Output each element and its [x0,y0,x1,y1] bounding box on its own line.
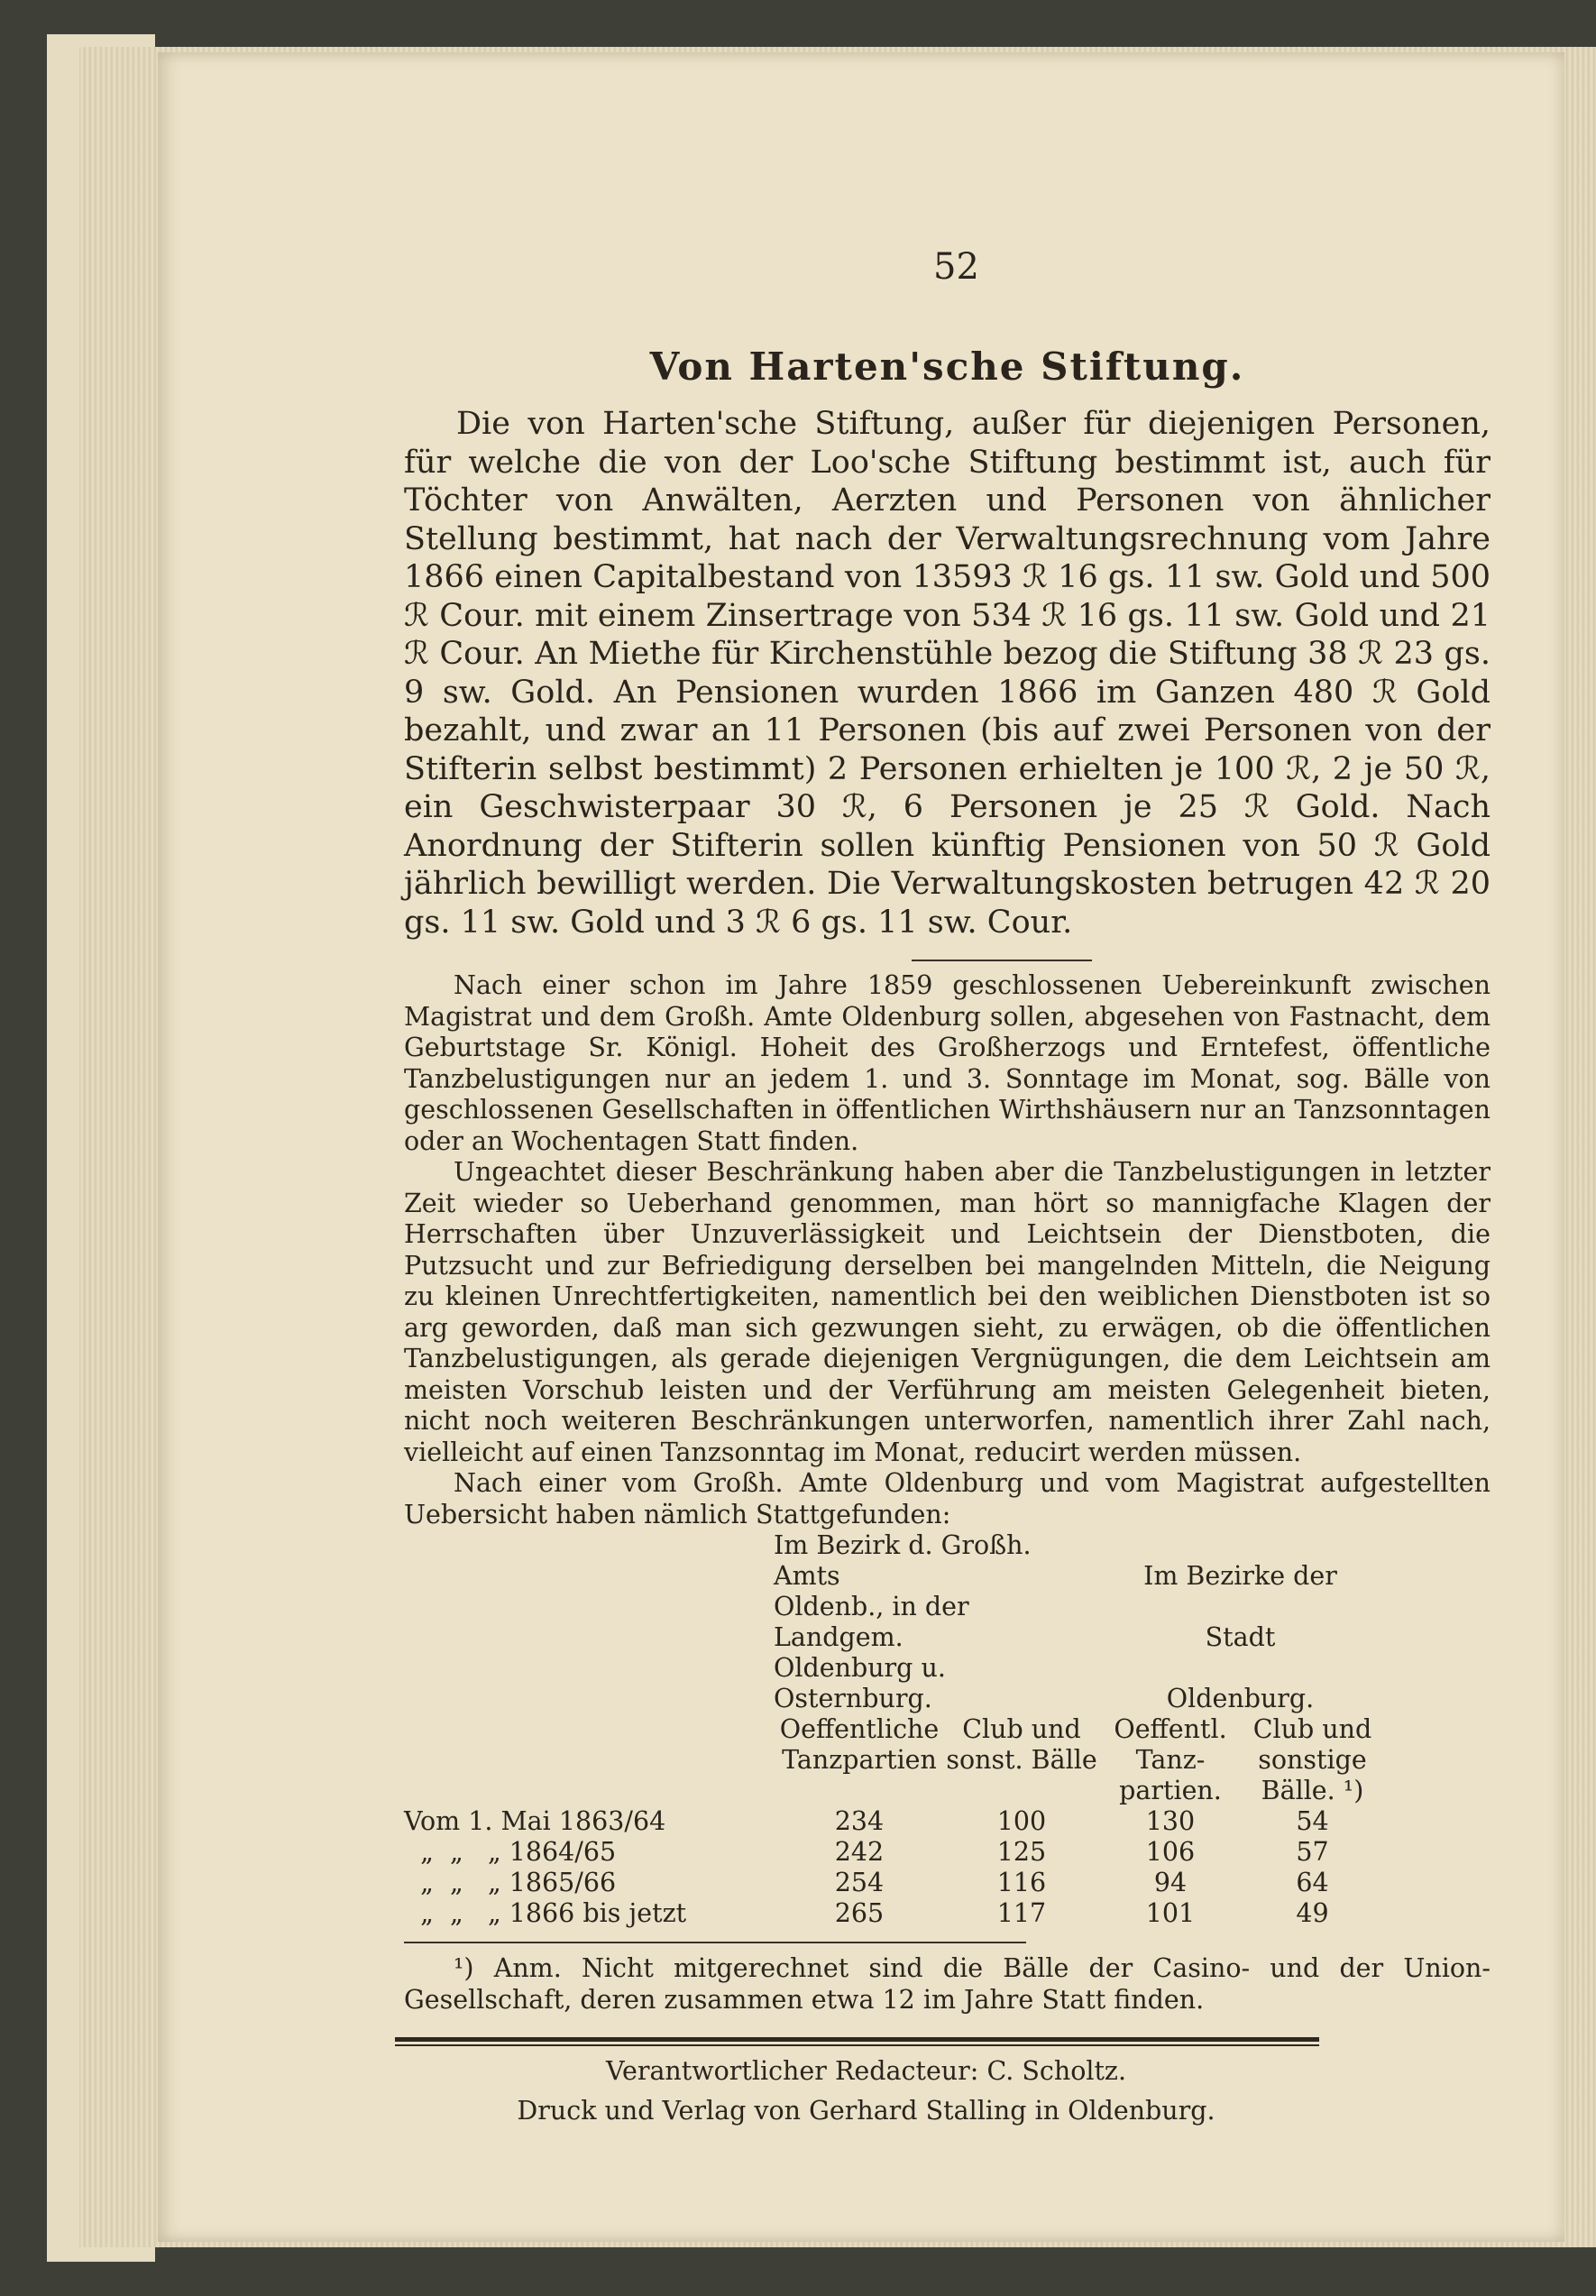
section-divider [912,960,1092,961]
cell-club-balls-city: 64 [1296,1868,1329,1897]
header-col4-line1: Club und [1252,1714,1372,1744]
header-col4-line3: Bälle. ¹) [1261,1776,1364,1805]
paragraph-overview: Nach einer vom Großh. Amte Oldenburg und vom Magistrat aufgestellten Uebersicht haben nämlich Stattgefunden: [404,1468,1491,1529]
row-prefix: Vom 1. Mai [404,1806,551,1836]
header-district-city-2: Stadt [1205,1622,1276,1652]
footnote-divider [404,1942,1026,1943]
cell-public-dances-amt: 234 [834,1806,885,1836]
row-prefix: „ „ „ [404,1868,501,1897]
row-period [404,1898,774,1929]
header-district-amt-2: Oldenb., in der Landgem. [774,1592,969,1652]
header-col1-line1: Oeffentliche [779,1714,940,1744]
row-prefix: „ „ „ [404,1837,501,1867]
cell-public-dances-city: 130 [1145,1806,1196,1836]
header-district-city-1: Im Bezirke der [1143,1561,1337,1591]
imprint-editor: Verantwortlicher Redacteur: C. Scholtz. [605,2056,1126,2086]
cell-club-balls-amt: 125 [996,1837,1047,1867]
table-header-row [404,1714,1382,1745]
cell-public-dances-amt: 242 [834,1837,885,1867]
row-period [404,1837,774,1868]
table-row [404,1898,1382,1929]
page-content [404,239,1491,2131]
imprint-publisher: Druck und Verlag von Gerhard Stalling in Oldenburg. [517,2096,1215,2126]
dance-statistics-table [404,1530,1382,1929]
row-years: 1864/65 [509,1837,617,1867]
header-col3-line2: Tanz- [1135,1745,1206,1775]
table-row [404,1806,1382,1837]
header-col1-line2: Tanzpartien [782,1745,937,1775]
paragraph-foundation: Die von Harten'sche Stiftung, außer für diejenigen Personen, für welche die von der Loo'sche Stiftung bestimmt ist, auch für Töchter von Anwälten, Aerzten und Personen von ähnlicher Stellung bestimmt, hat nach der Verwaltungsrechnung vom Jahre 1866 einen Capitalbestand von 13593 ℛ 16 gs. 11 sw. Gold und 500 ℛ Cour. mit einem Zinsertrage von 534 ℛ 16 gs. 11 sw. Gold und 21 ℛ Cour. An Miethe für Kirchenstühle bezog die Stiftung 38 ℛ 23 gs. 9 sw. Gold. An Pensionen wurden 1866 im Ganzen 480 ℛ Gold bezahlt, und zwar an 11 Personen (bis auf zwei Personen von der Stifterin selbst bestimmt) 2 Personen erhielten je 100 ℛ, 2 je 50 ℛ, ein Geschwisterpaar 30 ℛ, 6 Personen je 25 ℛ Gold. Nach Anordnung der Stifterin sollen künftig Pensionen von 50 ℛ Gold jährlich bewilligt werden. Die Verwaltungskosten betrugen 42 ℛ 20 gs. 11 sw. Gold und 3 ℛ 6 gs. 11 sw. Cour. [404,406,1491,941]
table-row [404,1837,1382,1868]
cell-public-dances-city: 94 [1153,1868,1188,1897]
cell-club-balls-city: 49 [1296,1898,1329,1928]
table-header-row [404,1530,1382,1592]
header-col2-line2: sonst. Bälle [946,1745,1097,1775]
table-header-row [404,1592,1382,1653]
row-prefix: „ „ „ [404,1898,501,1928]
cell-club-balls-amt: 100 [996,1806,1047,1836]
row-years: 1866 bis jetzt [509,1898,687,1928]
page-title: Von Harten'sche Stiftung. [649,344,1245,389]
cell-public-dances-city: 106 [1145,1837,1196,1867]
imprint-divider [395,2037,1319,2046]
cell-club-balls-amt: 117 [996,1898,1047,1928]
header-district-amt-1: Im Bezirk d. Großh. Amts [774,1530,1032,1591]
paragraph-agreement: Nach einer schon im Jahre 1859 geschlossenen Uebereinkunft zwischen Magistrat und dem Großh. Amte Oldenburg sollen, abgesehen von Fastnacht, dem Geburtstage Sr. Königl. Hoheit des Großherzogs und Erntefest, öffentliche Tanzbelustigungen nur an jedem 1. und 3. Sonntage im Monat, sog. Bälle von geschlossenen Gesellschaften in öffentlichen Wirthshäusern nur an Tanzsonntagen oder an Wochentagen Statt finden. [404,970,1491,1156]
cell-club-balls-city: 54 [1296,1806,1329,1836]
cell-public-dances-city: 101 [1145,1898,1196,1928]
cell-public-dances-amt: 265 [834,1898,885,1928]
row-period [404,1806,774,1837]
table-header-row [404,1745,1382,1776]
table-header-row [404,1653,1382,1714]
page-number: 52 [933,246,979,288]
cell-club-balls-city: 57 [1296,1837,1329,1867]
row-years: 1863/64 [558,1806,666,1836]
footnote: ¹) Anm. Nicht mitgerechnet sind die Bälle der Casino- und der Union-Gesellschaft, deren zusammen etwa 12 im Jahre Statt finden. [404,1953,1491,2015]
header-col2-line1: Club und [962,1714,1081,1744]
cell-public-dances-amt: 254 [834,1868,885,1897]
row-period [404,1868,774,1898]
table-header-row [404,1776,1382,1806]
header-col3-line3: partien. [1119,1776,1222,1805]
header-col4-line2: sonstige [1258,1745,1367,1775]
cell-club-balls-amt: 116 [996,1868,1047,1897]
header-district-city-3: Oldenburg. [1166,1684,1315,1713]
table-row [404,1868,1382,1898]
header-district-amt-3: Oldenburg u. Osternburg. [774,1653,946,1713]
header-col3-line1: Oeffentl. [1114,1714,1227,1744]
row-years: 1865/66 [509,1868,617,1897]
paragraph-restriction: Ungeachtet dieser Beschränkung haben aber die Tanzbelustigungen in letzter Zeit wieder so Ueberhand genommen, man hört so mannigfache Klagen der Herrschaften über Unzuverlässigkeit und Leichtsein der Dienstboten, die Putzsucht und zur Befriedigung derselben bei mangelnden Mitteln, die Neigung zu kleinen Unrechtfertigkeiten, namentlich bei den weiblichen Dienstboten ist so arg geworden, daß man sich gezwungen sieht, zu erwägen, ob die öffentlichen Tanzbelustigungen, als gerade diejenigen Vergnügungen, die dem Leichtsein am meisten Vorschub leisten und der Verführung am meisten Gelegenheit bieten, nicht noch weiteren Beschränkungen unterworfen, namentlich ihrer Zahl nach, vielleicht auf einen Tanzsonntag im Monat, reducirt werden müssen. [404,1157,1491,1467]
